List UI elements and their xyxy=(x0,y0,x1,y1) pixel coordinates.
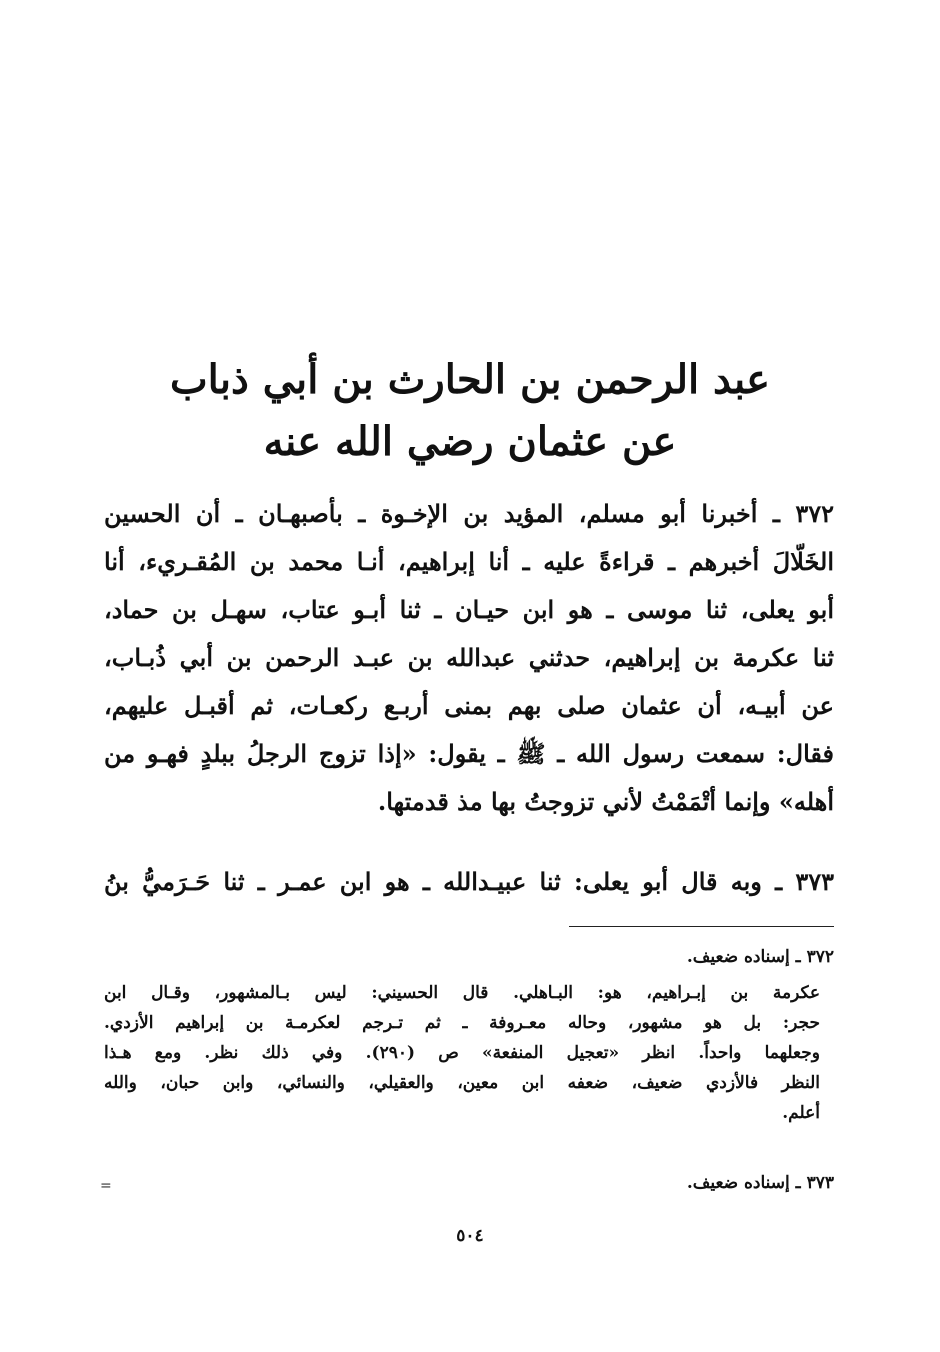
text-line: الخَلّالَ أخبرهم ـ قراءةً عليه ـ أنا إبراهيم، أنـا محمد بن المُقـريء، أنا xyxy=(104,547,834,576)
text-line: فقال: سمعت رسول الله ـ ﷺ ـ يقول: «إذا تزوج الرجلُ ببلدٍ فهـو من xyxy=(104,739,834,768)
footnote-line: أعلم. xyxy=(782,1103,820,1123)
footnote-line: حجر: بل هو مشهور، وحاله معـروفة ـ ثم تـرجم لعكرمـة بن إبراهيم الأزدي. xyxy=(104,1013,820,1033)
section-heading-line-1: عبد الرحمن بن الحارث بن أبي ذباب xyxy=(170,356,770,403)
footnote-line: عكرمة بن إبـراهيم، هو: البـاهلي. قال الحسيني: ليس بـالمشهور، وقـال ابن xyxy=(104,983,820,1003)
text-line: أبو يعلى، ثنا موسى ـ هو ابن حيـان ـ ثنا أبـو عتاب، سهـل بن حماد، xyxy=(104,595,834,624)
text-line: ثنا عكرمة بن إبراهيم، حدثني عبدالله بن عبـد الرحمن بن أبي ذُبـاب، xyxy=(104,643,834,672)
footnote-372-body xyxy=(104,978,820,1128)
section-heading-line-2: عن عثمان رضي الله عنه xyxy=(263,418,677,465)
page-number: ٥٠٤ xyxy=(456,1226,484,1246)
footnote-divider xyxy=(569,926,834,927)
text-line: أهله» وإنما أتْمَمْتُ لأني تزوجتُ بها مذ قدمتها. xyxy=(377,787,834,816)
text-line: ٣٧٢ ـ أخبرنا أبو مسلم، المؤيد بن الإخـوة ـ بأصبهـان ـ أن الحسين xyxy=(104,499,834,528)
hadith-373-text xyxy=(104,858,834,906)
hadith-372-text xyxy=(104,490,834,826)
footnote-373-heading: ٣٧٣ ـ إسناده ضعيف. xyxy=(686,1173,834,1193)
footnote-line: وجعلهما واحداً. انظر «تعجيل المنفعة» ص (٢٩٠). وفي ذلك نظر. ومع هـذا xyxy=(104,1043,820,1063)
margin-mark: = xyxy=(100,1178,112,1194)
text-line: ٣٧٣ ـ وبه قال أبو يعلى: ثنا عبيـدالله ـ هو ابن عمـر ـ ثنا حَـرَميُّ بنُ xyxy=(104,867,834,896)
text-line: عن أبيـه، أن عثمان صلى بهم بمنى أربـع ركعـات، ثم أقبـل عليهم، xyxy=(104,691,834,720)
footnote-line: النظر فالأزدي ضعيف، ضعفه ابن معين، والعقيلي، والنسائي، وابن حبان، والله xyxy=(104,1073,820,1093)
footnote-372-heading: ٣٧٢ ـ إسناده ضعيف. xyxy=(686,947,834,967)
